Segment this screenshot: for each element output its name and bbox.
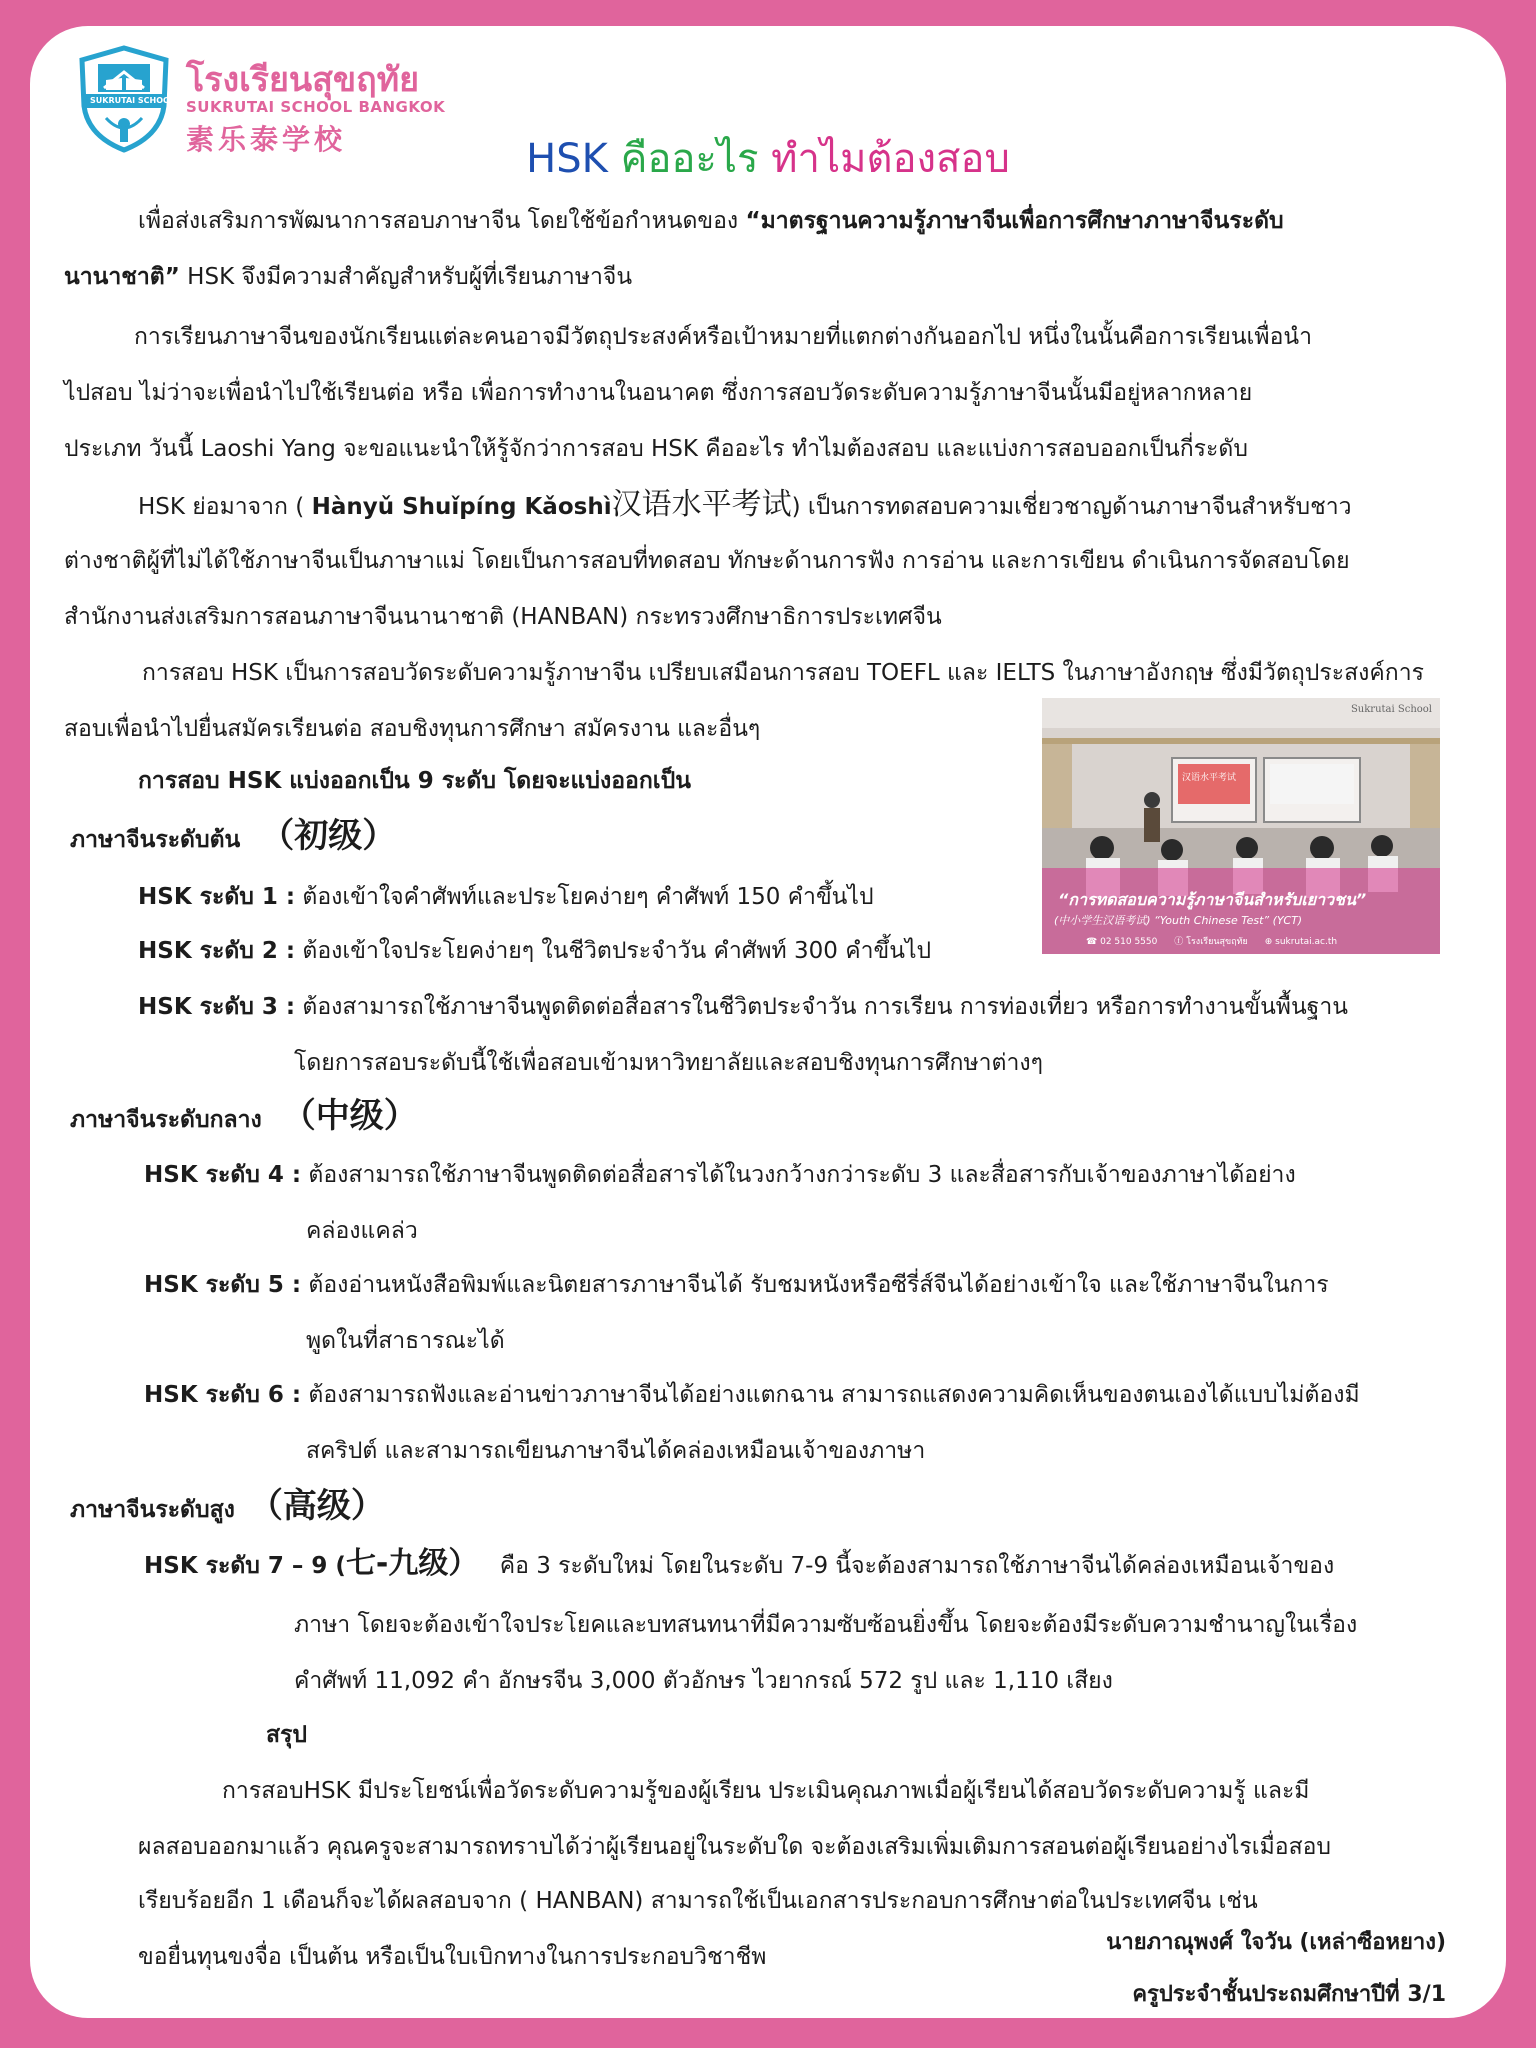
photo-contact: ☎ 02 510 5550 ⓕ โรงเรียนสุขฤทัย ⊕ sukrutai.ac.th (1086, 937, 1338, 947)
photo-caption-chinese: (中小学生汉语考试) “Youth Chinese Test” (YCT) (1054, 914, 1303, 927)
level-3: HSK ระดับ 3 : ต้องสามารถใช้ภาษาจีนพูดติดต่อสื่อสารในชีวิตประจำวัน การเรียน การท่องเที่ยว หรือการทำงานขั้นพื้นฐาน (138, 994, 1349, 1020)
summary-heading: สรุป (266, 1722, 307, 1748)
page-title (30, 134, 1506, 184)
intro-p2-line2: ไปสอบ ไม่ว่าจะเพื่อนำไปใช้เรียนต่อ หรือ เพื่อการทำงานในอนาคต ซึ่งการสอบวัดระดับความรู้ภาษาจีนนั้นมีอยู่หลากหลาย (64, 380, 1253, 406)
title-why-take: ทำไมต้องสอบ (771, 136, 1010, 182)
photo-caption-thai: “การทดสอบความรู้ภาษาจีนสำหรับเยาวชน” (1058, 890, 1367, 909)
level-4: HSK ระดับ 4 : ต้องสามารถใช้ภาษาจีนพูดติดต่อสื่อสารได้ในวงกว้างกว่าระดับ 3 และสื่อสารกับเจ้าของภาษาได้อย่าง (144, 1162, 1296, 1188)
shield-text: SUKRUTAI SCHOOL (90, 96, 175, 105)
pinyin-text: Hànyǔ Shuǐpíng Kǎoshì (311, 494, 612, 520)
title-hsk: HSK (526, 136, 608, 182)
intro-p4-line2: สอบเพื่อนำไปยื่นสมัครเรียนต่อ สอบชิงทุนการศึกษา สมัครงาน และอื่นๆ (64, 716, 761, 742)
intro-p2-line1: การเรียนภาษาจีนของนักเรียนแต่ละคนอาจมีวัตถุประสงค์หรือเป้าหมายที่แตกต่างกันออกไป หนึ่งในนั้นคือการเรียนเพื่อนำ (134, 324, 1313, 350)
school-name-thai: โรงเรียนสุขฤทัย (186, 60, 420, 100)
level-1: HSK ระดับ 1 : ต้องเข้าใจคำศัพท์และประโยคง่ายๆ คำศัพท์ 150 คำขึ้นไป (138, 884, 874, 910)
intro-p1-line2: นานาชาติ” HSK จึงมีความสำคัญสำหรับผู้ที่เรียนภาษาจีน (64, 264, 633, 290)
intro-p4-line1: การสอบ HSK เป็นการสอบวัดระดับความรู้ภาษาจีน เปรียบเสมือนการสอบ TOEFL และ IELTS ในภาษาอังกฤษ ซึ่งมีวัตถุประสงค์การ (142, 660, 1424, 686)
level-7-9-cont1: ภาษา โดยจะต้องเข้าใจประโยคและบทสนทนาที่มีความซับซ้อนยิ่งขึ้น โดยจะต้องมีระดับความชำนาญในเรื่อง (294, 1612, 1358, 1638)
document-card (30, 26, 1506, 2018)
levels-intro: การสอบ HSK แบ่งออกเป็น 9 ระดับ โดยจะแบ่งออกเป็น (138, 768, 691, 794)
level-7-9: HSK ระดับ 7 – 9 (七-九级） คือ 3 ระดับใหม่ โดยในระดับ 7-9 นี้จะต้องสามารถใช้ภาษาจีนได้คล่องเหมือนเจ้าของ (144, 1546, 1335, 1581)
level-4-cont: คล่องแคล่ว (306, 1218, 418, 1244)
level-6-cont: สคริปต์ และสามารถเขียนภาษาจีนได้คล่องเหมือนเจ้าของภาษา (306, 1438, 926, 1464)
title-what-is: คืออะไร (620, 136, 759, 182)
exam-photo (1042, 698, 1440, 954)
intro-p2-line3: ประเภท วันนี้ Laoshi Yang จะขอแนะนำให้รู้จักว่าการสอบ HSK คืออะไร ทำไมต้องสอบ และแบ่งการสอบออกเป็นกี่ระดับ (64, 436, 1248, 462)
photo-board-text: 汉语水平考试 (1182, 773, 1237, 783)
level-3-cont: โดยการสอบระดับนี้ใช้เพื่อสอบเข้ามหาวิทยาลัยและสอบชิงทุนการศึกษาต่างๆ (294, 1050, 1043, 1076)
school-name-chinese: 素乐泰学校 (186, 123, 347, 156)
section-beginner: ภาษาจีนระดับต้น （初级） (70, 816, 397, 856)
signature-name: นายภาณุพงศ์ ใจวัน (เหล่าซือหยาง) (1106, 1930, 1446, 1955)
photo-watermark: Sukrutai School (1350, 704, 1432, 715)
intro-p1-line1: เพื่อส่งเสริมการพัฒนาการสอบภาษาจีน โดยใช้ข้อกำหนดของ “มาตรฐานความรู้ภาษาจีนเพื่อการศึกษาภาษาจีนระดับ (138, 208, 1284, 234)
chinese-hsk-name: 汉语水平考试 (611, 487, 792, 522)
level-2: HSK ระดับ 2 : ต้องเข้าใจประโยคง่ายๆ ในชีวิตประจำวัน คำศัพท์ 300 คำขึ้นไป (138, 938, 932, 964)
section-intermediate: ภาษาจีนระดับกลาง （中级） (70, 1096, 418, 1136)
summary-line1: การสอบHSK มีประโยชน์เพื่อวัดระดับความรู้ของผู้เรียน ประเมินคุณภาพเมื่อผู้เรียนได้สอบวัดระดับความรู้ และมี (222, 1778, 1310, 1804)
intro-p3-line3: สำนักงานส่งเสริมการสอนภาษาจีนนานาชาติ (HANBAN) กระทรวงศึกษาธิการประเทศจีน (64, 604, 942, 630)
web-icon: ⊕ (1264, 937, 1273, 947)
level-6: HSK ระดับ 6 : ต้องสามารถฟังและอ่านข่าวภาษาจีนได้อย่างแตกฉาน สามารถแสดงความคิดเห็นของตนเองได้แบบไม่ต้องมี (144, 1382, 1360, 1408)
summary-line4: ขอยื่นทุนขงจื่อ เป็นต้น หรือเป็นใบเบิกทางในการประกอบวิชาชีพ (138, 1944, 767, 1970)
signature-position: ครูประจำชั้นประถมศึกษาปีที่ 3/1 (1132, 1982, 1446, 2007)
section-advanced: ภาษาจีนระดับสูง （高级） (70, 1486, 385, 1526)
school-name-english: SUKRUTAI SCHOOL BANGKOK (186, 98, 446, 116)
summary-line3: เรียบร้อยอีก 1 เดือนก็จะได้ผลสอบจาก ( HANBAN) สามารถใช้เป็นเอกสารประกอบการศึกษาต่อในประเทศจีน เช่น (138, 1888, 1258, 1914)
level-7-9-cont2: คำศัพท์ 11,092 คำ อักษรจีน 3,000 ตัวอักษร ไวยากรณ์ 572 รูป และ 1,110 เสียง (294, 1668, 1113, 1694)
phone-icon: ☎ (1086, 937, 1098, 947)
summary-line2: ผลสอบออกมาแล้ว คุณครูจะสามารถทราบได้ว่าผู้เรียนอยู่ในระดับใด จะต้องเสริมเพิ่มเติมการสอนต่อผู้เรียนอย่างไรเมื่อสอบ (138, 1834, 1332, 1860)
intro-p3-line1: HSK ย่อมาจาก ( Hànyǔ Shuǐpíng Kǎoshì汉语水平考试) เป็นการทดสอบความเชี่ยวชาญด้านภาษาจีนสำหรับชาว (138, 487, 1352, 522)
level-5-cont: พูดในที่สาธารณะได้ (306, 1328, 505, 1354)
intro-p3-line2: ต่างชาติผู้ที่ไม่ได้ใช้ภาษาจีนเป็นภาษาแม่ โดยเป็นการสอบที่ทดสอบ ทักษะด้านการฟัง การอ่าน และการเขียน ดำเนินการจัดสอบโดย (64, 548, 1350, 574)
facebook-icon: ⓕ (1174, 937, 1184, 947)
level-5: HSK ระดับ 5 : ต้องอ่านหนังสือพิมพ์และนิตยสารภาษาจีนได้ รับชมหนังหรือซีรี่ส์จีนได้อย่างเข้าใจ และใช้ภาษาจีนในการ (144, 1272, 1329, 1298)
